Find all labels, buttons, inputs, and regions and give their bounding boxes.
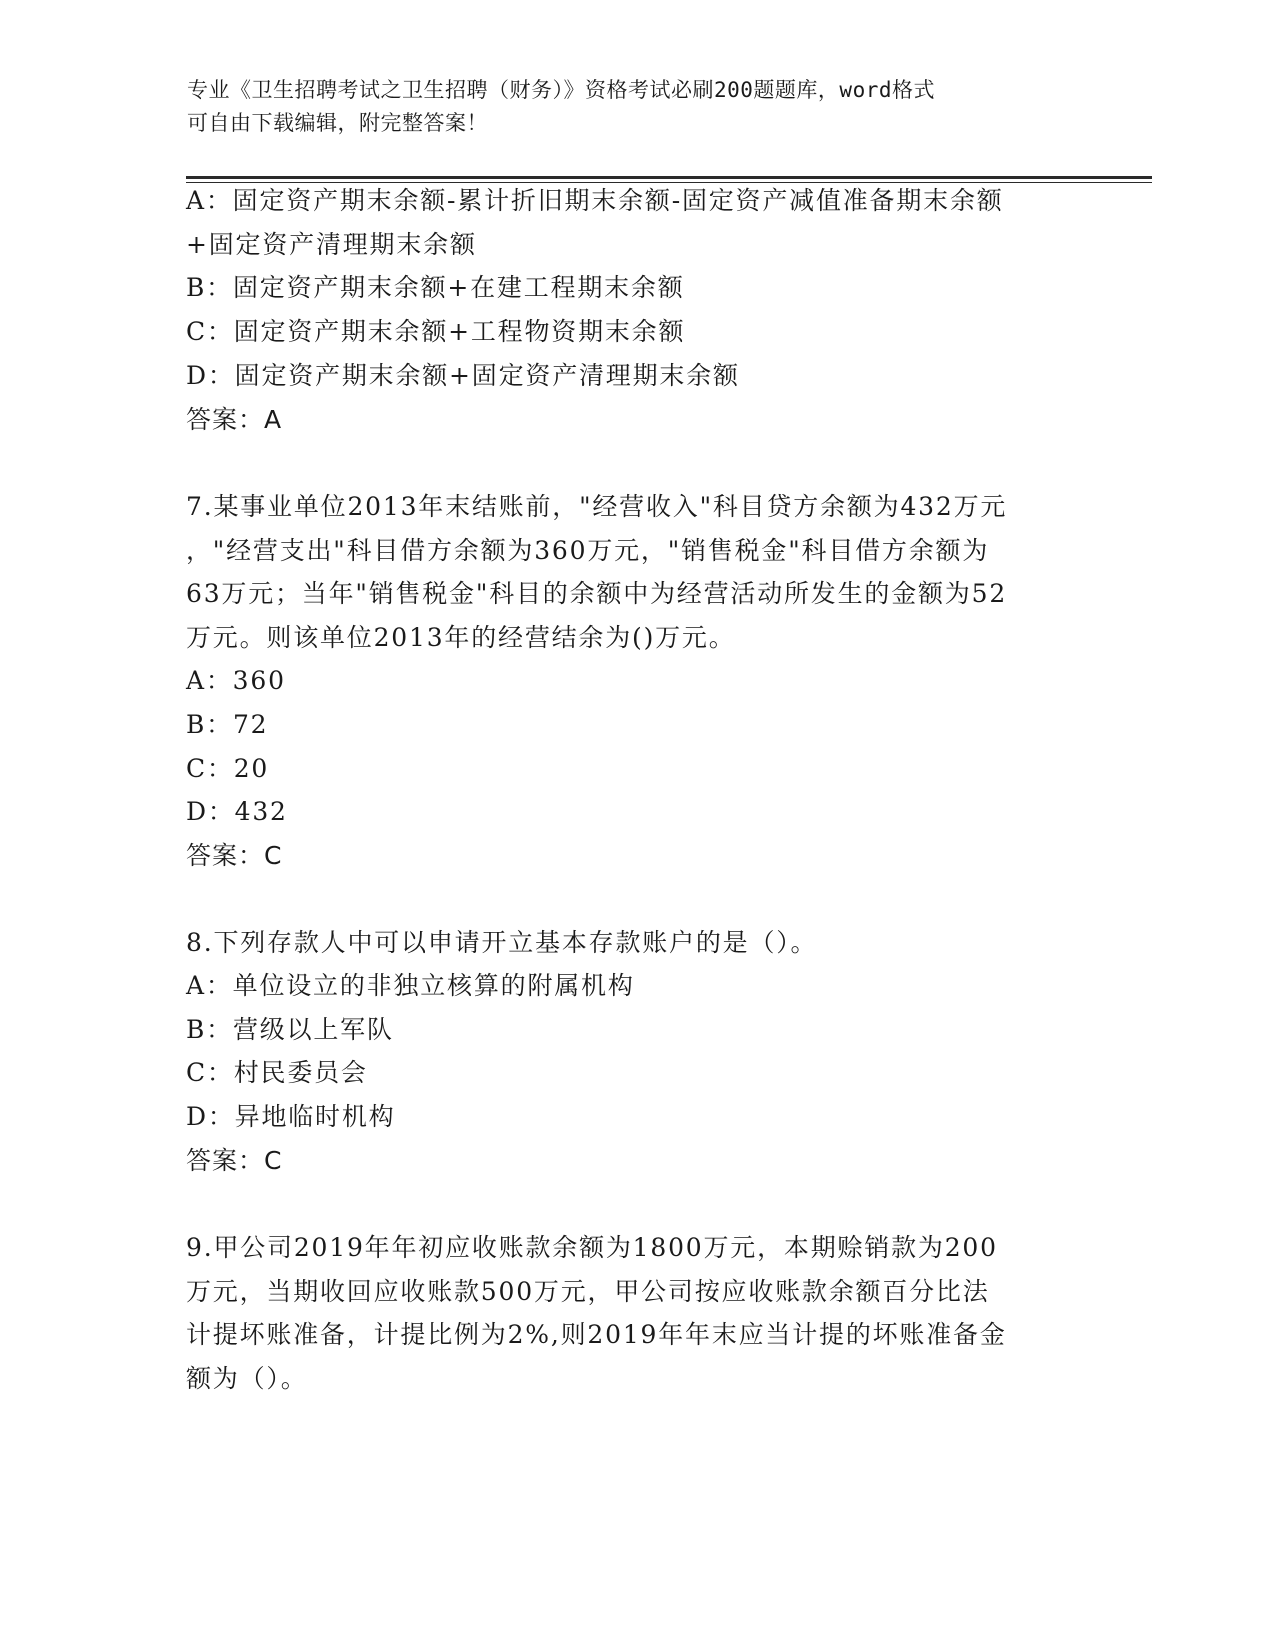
q8-option-b: B：营级以上军队 xyxy=(186,1015,394,1044)
q7-option-b: B：72 xyxy=(186,710,269,739)
q8-stem: 8.下列存款人中可以申请开立基本存款账户的是（）。 xyxy=(186,928,818,957)
q9-stem-line-3: 计提坏账准备，计提比例为2%,则2019年年末应当计提的坏账准备金 xyxy=(186,1320,1007,1349)
q8-option-d: D：异地临时机构 xyxy=(186,1102,396,1131)
header-divider-thick xyxy=(186,176,1152,179)
q6-option-c: C：固定资产期末余额+工程物资期末余额 xyxy=(186,317,686,346)
q9-stem-line-2: 万元，当期收回应收账款500万元，甲公司按应收账款余额百分比法 xyxy=(186,1277,990,1306)
q6-option-a-continued: +固定资产清理期末余额 xyxy=(186,230,477,259)
q7-stem-line-4: 万元。则该单位2013年的经营结余为()万元。 xyxy=(186,623,736,652)
q6-option-a: A：固定资产期末余额-累计折旧期末余额-固定资产减值准备期末余额 xyxy=(186,186,1004,215)
q7-option-c: C：20 xyxy=(186,754,270,783)
q9-stem-line-4: 额为（）。 xyxy=(186,1364,308,1393)
document-header xyxy=(187,74,1087,140)
q7-stem-line-1: 7.某事业单位2013年末结账前，"经营收入"科目贷方余额为432万元 xyxy=(186,492,1008,521)
q7-option-a: A：360 xyxy=(186,666,286,695)
q6-answer: 答案：A xyxy=(186,405,283,434)
q8-option-a: A：单位设立的非独立核算的附属机构 xyxy=(186,971,635,1000)
q6-option-d: D：固定资产期末余额+固定资产清理期末余额 xyxy=(186,361,740,390)
q8-answer: 答案：C xyxy=(186,1146,283,1175)
q7-stem-line-2: ，"经营支出"科目借方余额为360万元，"销售税金"科目借方余额为 xyxy=(186,536,990,565)
q7-option-d: D：432 xyxy=(186,797,288,826)
q6-option-b: B：固定资产期末余额+在建工程期末余额 xyxy=(186,273,685,302)
q9-stem-line-1: 9.甲公司2019年年初应收账款余额为1800万元，本期赊销款为200 xyxy=(186,1233,998,1262)
q8-option-c: C：村民委员会 xyxy=(186,1058,368,1087)
header-line-1: 专业《卫生招聘考试之卫生招聘（财务）》资格考试必刷200题题库，word格式 xyxy=(187,78,935,102)
q7-stem-line-3: 63万元；当年"销售税金"科目的余额中为经营活动所发生的金额为52 xyxy=(186,579,1008,608)
q7-answer: 答案：C xyxy=(186,841,283,870)
header-line-2: 可自由下载编辑，附完整答案！ xyxy=(187,111,488,135)
header-divider-thin xyxy=(186,182,1152,183)
